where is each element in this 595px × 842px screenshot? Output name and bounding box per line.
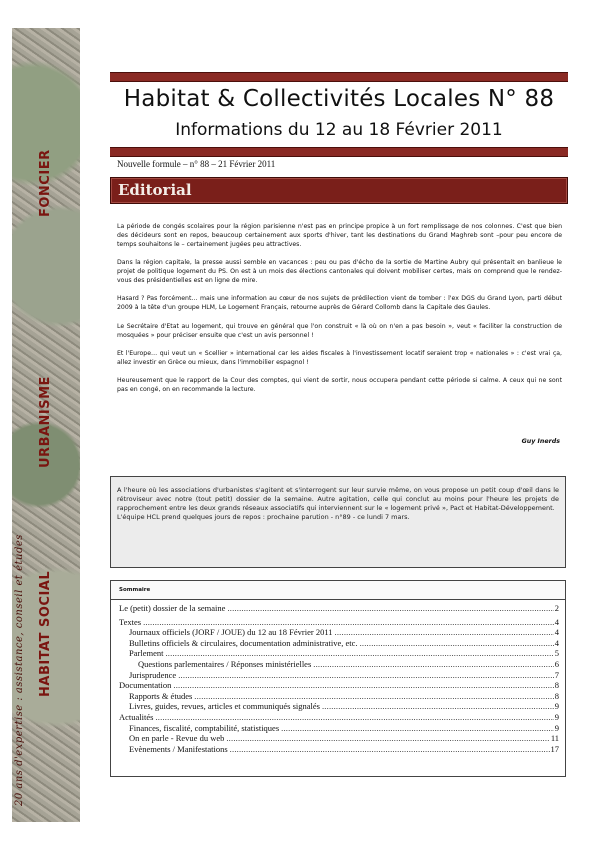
header-rule-top (110, 72, 568, 82)
toc-entry-label: Parlement (129, 648, 164, 659)
toc-entry[interactable] (119, 691, 559, 702)
toc-leader-dots (226, 733, 549, 744)
editorial-body (117, 223, 562, 405)
toc-entry-page: 4 (554, 637, 559, 648)
toc-entry-label: Jurisprudence (129, 669, 177, 680)
toc-entry-page: 6 (554, 658, 559, 669)
toc-entry[interactable] (119, 603, 559, 614)
toc-leader-dots (178, 670, 554, 681)
toc-entry[interactable] (119, 659, 559, 670)
toc-entry[interactable] (119, 617, 559, 628)
toc-entry[interactable] (119, 723, 559, 734)
table-of-contents (119, 603, 559, 754)
page-subtitle: Informations du 12 au 18 Février 2011 (175, 120, 503, 140)
editorial-paragraph: Le Secrétaire d'Etat au logement, qui trouve en général que l'on construit « là où on n'en a pas besoin », veut « faciliter la construction de mosquées » pour préciser ensuite que c'est un avis personnel ! (117, 322, 562, 339)
toc-entry-page: 17 (550, 743, 559, 754)
toc-entry-label: Evènements / Manifestations (129, 743, 228, 754)
toc-entry-page: 8 (554, 690, 559, 701)
toc-entry-page: 7 (554, 669, 559, 680)
toc-leader-dots (194, 691, 553, 702)
toc-entry-page: 8 (554, 680, 559, 691)
toc-entry-label: Questions parlementaires / Réponses ministérielles (138, 658, 312, 669)
toc-entry-label: Journaux officiels (JORF / JOUE) du 12 au 18 Février 2011 (129, 627, 333, 638)
toc-entry-page: 9 (554, 701, 559, 712)
toc-entry-page: 2 (554, 603, 559, 613)
toc-leader-dots (143, 617, 554, 628)
sommaire-heading: Sommaire (119, 587, 151, 593)
toc-leader-dots (173, 680, 553, 691)
toc-entry[interactable] (119, 638, 559, 649)
toc-entry[interactable] (119, 670, 559, 681)
editorial-heading: Editorial (118, 181, 192, 199)
editorial-paragraph: Et l'Europe… qui veut un « Scellier » international car les aides fiscales à l'investissement locatif seraient trop « nationales » : c'est vrai ça, allez investir en Grèce ou mieux, dans l'immobilier espagnol ! (117, 350, 562, 366)
toc-leader-dots (155, 712, 553, 723)
header-rule-bottom (110, 147, 568, 157)
toc-leader-dots (227, 603, 553, 614)
editorial-signature: Guy Inerds (521, 438, 560, 445)
toc-entry-label: On en parle - Revue du web (129, 733, 225, 744)
toc-entry[interactable] (119, 648, 559, 659)
toc-leader-dots (360, 638, 554, 649)
toc-entry-label: Le (petit) dossier de la semaine (119, 603, 226, 613)
editorial-paragraph: Hasard ? Pas forcément… mais une information au cœur de nos sujets de prédilection vient de tomber : l'ex DGS du Grand Lyon, parti début 2009 à la tête d'un groupe HLM, Le Logement Français, retourne auprès de Gérard Collomb dans la Capitale des Gaules. (117, 295, 562, 312)
page-title: Habitat & Collectivités Locales N° 88 (123, 86, 555, 112)
toc-entry-page: 4 (554, 627, 559, 638)
toc-entry-label: Textes (119, 616, 142, 627)
toc-entry-page: 4 (554, 616, 559, 627)
strip-word-habitat-social: HABITAT SOCIAL (38, 570, 53, 697)
toc-entry-label: Finances, fiscalité, comptabilité, statistiques (129, 722, 280, 733)
edition-line: Nouvelle formule – n° 88 – 21 Février 2011 (117, 159, 276, 169)
toc-entry-label: Bulletins officiels & circulaires, documentation administrative, etc. (129, 637, 358, 648)
editorial-paragraph: Dans la région capitale, la presse aussi semble en vacances : peu ou pas d'écho de la sortie de Martine Aubry qui présentait en banlieue le projet de politique logement du PS. On est à un mois des élections cantonales qui doivent mobiliser certes, mais on comprend que le rendez-vous des présidentielles est en ligne de mire. (117, 259, 562, 285)
toc-leader-dots (281, 723, 554, 734)
editorial-paragraph: La période de congés scolaires pour la région parisienne n'est pas en principe propice à un fort remplissage de nos colonnes. C'est que bien des décideurs sont en repos, beaucoup certainement aux sports d'hiver, tant les destinations du Grand Maghreb sont –pour peu encore de temps souhaitons le – certainement jugées peu attractives. (117, 223, 562, 248)
notice-box (110, 476, 566, 568)
toc-leader-dots (322, 701, 554, 712)
toc-entry-label: Actualités (119, 711, 154, 722)
toc-entry[interactable] (119, 744, 559, 755)
toc-entry-page: 5 (554, 648, 559, 659)
toc-entry-page: 11 (550, 733, 559, 744)
toc-entry-label: Rapports & études (129, 690, 193, 701)
toc-leader-dots (313, 659, 553, 670)
editorial-banner (110, 177, 568, 204)
toc-entry-page: 9 (554, 711, 559, 722)
toc-entry-label: Livres, guides, revues, articles et communiqués signalés (129, 701, 320, 712)
toc-leader-dots (230, 744, 550, 755)
toc-entry[interactable] (119, 733, 559, 744)
sommaire-box (110, 580, 566, 777)
toc-entry-page: 9 (554, 722, 559, 733)
strip-word-foncier: FONCIER (38, 149, 53, 217)
notice-text: A l'heure où les associations d'urbanistes s'agitent et s'interrogent sur leur survie même, on vous propose un petit coup d'œil dans le rétroviseur avec notre (tout petit) dossier de la semaine. Autre agitation, celle qui conclut au moins pour l'heure les projets de rapprochement entre les deux grands réseaux associatifs qui interviennent sur le « logement privé », Pact et Habitat-Développement. (117, 486, 559, 512)
toc-entry[interactable] (119, 680, 559, 691)
editorial-paragraph: Heureusement que le rapport de la Cour des comptes, qui vient de sortir, nous occupera pendant cette période si calme. A ceux qui ne sont pas en congé, on en recommande la lecture. (117, 377, 562, 394)
toc-leader-dots (165, 648, 553, 659)
strip-word-urbanisme: URBANISME (38, 376, 53, 468)
toc-leader-dots (335, 627, 554, 638)
toc-entry[interactable] (119, 627, 559, 638)
toc-entry-label: Documentation (119, 680, 172, 691)
toc-entry[interactable] (119, 701, 559, 712)
toc-entry[interactable] (119, 712, 559, 723)
strip-tagline: 20 ans d'expertise : assistance, conseil et études (14, 534, 25, 806)
notice-footer: L'équipe HCL prend quelques jours de repos : prochaine parution - n°89 - ce lundi 7 mars. (117, 512, 410, 521)
sommaire-header (111, 581, 565, 600)
